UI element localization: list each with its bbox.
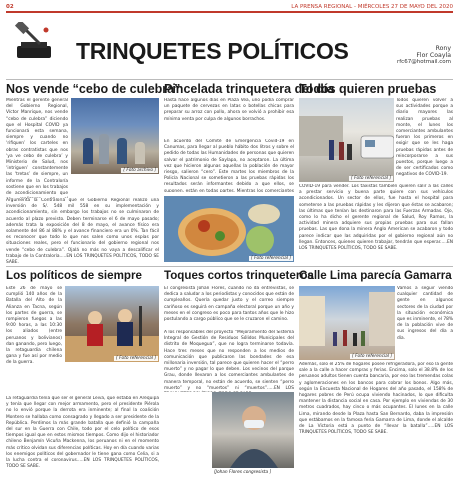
photo-caption: [ Foto referencial ] <box>116 356 156 361</box>
author-email[interactable]: rfc67@hotmail.com <box>396 59 451 66</box>
article-lead: Este 26 de mayo se cumplió 140 años de la Batalla del Alto de la Alianza en Tacna, según los partes de guerra, se rompieron fuegos a las 9:00 horas, a las 10:30 los aliados (entre peruanos y bolivianos) dan ganando, pero luego, la retaguardia chilena gana y fue así por medio de la guerra. <box>6 286 62 366</box>
article-lead: El congresista Johan Flores, cuando no da entrevistas, se dedica a saludar a los periodistas y conocidos que están de cumpleaños. Quería quedar justo y el correo siempre cariñoso es seguirá en campaña electoral porque un año y meses en el congreso es poco para tantos años que le hizo postulando a cargo público que se le cruzaron el camino. <box>164 286 294 323</box>
column-title: TRINQUETES POLÍTICOS <box>76 38 349 64</box>
section-divider <box>6 79 453 80</box>
article-body: Además, solo el 25% de hogares posee refrigeradora, por eso la gente sale a la calle a hacer compras y ferias. Encima, solo el 38.8% de los peruanos adultos tienen cuenta bancaria, por eso las tremendas colas y aglomeraciones en los bancos para cobrar los bonos. Algo más, según la Encuesta Nacional de Hogares del año pasado, el 158% de hogares pobres de Perú ocupa viviendo hacinados, lo que dificulta mantener la distancia social en casa. Por ejemplo en viviendas de 30 metros cuadrados, hay cinco o más ocupantes. El lunes en la calle Lima, mirando desde la Plaza hasta San Bernardo, daba la impresión que estábamos en la famosa feria Gamarra de Lima, donde el alcalde de La Victoria está a punto de “llevar la batalla”.....EN LOS TRINQUETES POLÍTICOS, TODO SE SABE. <box>299 362 453 436</box>
article-body: A los responsables del proyecto “Mejoramiento del Sistema Integral de Gestión de Residuos Sólidos Municipales del distrito de Moquegua”, que no logra terminarse todavía. Hace tres meses que no responden a los medios de comunicación que publicaron las bondades de esa millonaria inversión, tal parece que quieren hacer el “perro muerto” y no pagar lo que deben. Los vecinos del parque Grau, donde llevaron a los comerciantes ambulantes de manera temporal, no están de acuerdo, se sienten “perro muerto” y no “muertos” ni “muertos”.....EN LOS <box>164 330 294 391</box>
page-number: 02 <box>6 4 14 10</box>
author-block <box>397 46 451 66</box>
article-body: Argumenta la Contraloría que el Gobierno Regional realizó una inversión de S/. 548 mil 558 en su implementación y acondicionamiento, sin embargo los trabajos no se culminaron de acuerdo al plazo previsto. Deben terminarse el 6 de mayo pasado; además trata la exposición del 8 de mayo, el avance físico era solamente del 86 al 88% y el avance financiero era un 0%. Tan fácil es reconocer que todo lo que nos salen como unos espías por situaciones reales, pero el funcionario del gobierno regional nos vende “cebo de culebra”. Ojalá no más no vaya a descalificar el trabajo de la Contraloría.....EN LOS TRINQUETES POLÍTICOS, TODO SE SABE. <box>6 198 159 264</box>
article-lead: Todos quieren volver a sus actividades porque a diario mayores las realizan pruebas al monte, el lunes los comerciantes ambulantes fueron los primeros en exigir que se les haga pruebas rápidas antes de reincorporarse a sus puestos, porque luego a de ser certificados como negativos de COVID-19. <box>396 98 453 178</box>
article-lead: Mientras el gerente general del Gobierno Regional, Víctor Manrique, nos vende “cebo de culebra” diciendo que el Hospital COVID ya funcionará esta semana, siempre y cuando no ‘rifiquen’ los carteles en obras contratistas que nos ‘ya ve cebo de culebra’ y Ministerio de Salud, nos ‘intriguen’ constantemente las ‘tretas’ de siempre, un informe de la Contraloría sostiene que en los trabajos de acondicionamiento que <box>6 98 68 197</box>
article-headline: Todos quieren pruebas <box>299 82 437 96</box>
article-headline: Toques cortos trinqueteros <box>164 269 314 282</box>
article-lead: Vamos a seguir viendo cualquier cantidad de gente en algunos sectores de la ciudad por la situación económica que es inminente, el 78% de la población vive de sus ingresos del día a día. <box>397 286 453 341</box>
article-photo <box>164 196 294 262</box>
article-body: COVID-19 para vender. Los taxistas también quieren salir a las calles a prestar servicio y buena parte quiere con sus vehículos acondicionados. Un sector de ellos, fue hasta el hospital para someterse a las pruebas rápidas y les dijeron que éstas se acabaron; las últimas que tenían las destinaron para las Fuerzas Armadas. Ojo, como lo ha dicho el gerente regional de Salud, Roy Ramos, la actividad minera adquiere sus propias pruebas para sus fallan pruebas. Las que dona la minera Anglo American se acabaron y todo parece indicar que las adquiridas por el gobierno regional aún no llegan. Entonces, quienes quieren trabajar, tendrán que esperar.....EN LOS TRINQUETES POLÍTICOS, TODO SE SABE. <box>299 184 453 252</box>
section-divider <box>6 266 453 267</box>
article-photo <box>299 286 395 360</box>
article-body: La retaguardia tenía que ser el general Leiva, que estaba en Arequipa y tenía que llegar con mejor armamento, pero el presidente Piérola no lo envió porque la derrota era inminente; al final la coalición Montero se hallaba como consagrado y llegado a ser presidente de la República. Perdimos la más grande batalla que definió la campaña del sur en la Guerra con Chile, todo por el celo político de esos tiempos igual que en estos mismos tiempos. Como dijo el historiador chileno Benjamín Vicuña Mackenna, los peruanos ni en el momento más crítico olvidan sus diferencias políticas. Hoy en día cuando varias los enemigos políticos del gobernador le tiene gana como Celia, si a la lucha contra el coronavirus.....EN LOS TRINQUETES POLÍTICOS, TODO SE SABE. <box>6 396 159 470</box>
article-headline: Los políticos de siempre <box>6 269 142 282</box>
article-lead: Hasta hace algunos días en Plaza Vea, uno podía comprar un paquete de cervezas en latas o botellas chicas para preparar su arroz con pollo, ahora se volvió a prohibir esa mínima venta por culpa de algunos borrachos. <box>164 98 294 122</box>
author-surname: Flor Coayla <box>416 51 451 59</box>
header-divider <box>6 11 453 13</box>
column-logo-icon <box>14 22 54 60</box>
photo-caption: [ Foto referencial ] <box>351 176 391 181</box>
photo-caption: [ Foto referencial ] <box>251 256 291 261</box>
publication-line: LA PRENSA REGIONAL - MIÉRCOLES 27 DE MAYO DEL 2020 <box>291 4 453 10</box>
photo-caption: [ Foto archivo ] <box>123 168 156 173</box>
article-headline: Pincelada trinquetera del día <box>164 82 335 96</box>
article-photo <box>299 98 394 182</box>
article-body: En acuerdo del Comité de Emergencia Covid-19 en Canumas, para llegar al pueblo hábito dos litros y sobre el pedido de todas las Humanidades de personas que quieren salvar el patrimonio de Saylapa, no aceptaron. La última vez que hicieron algunas aquellas la población de mayor riesgo, salieron “cero”. Este martes los miembros de la Policía Nacional se sometieron a las pruebas rápidas los resultados serán informantes debido a que ellos, se suponen, están en todas partes. Mientras los comerciantes <box>164 139 294 192</box>
article-photo <box>71 98 159 174</box>
article-photo <box>65 286 159 362</box>
article-headline: Nos vende “cebo de culebra” <box>6 82 181 96</box>
article-photo <box>212 392 294 468</box>
article-headline: Calle Lima parecía Gamarra <box>299 269 452 282</box>
photo-caption: [Johan Flores congresista ] <box>214 470 272 475</box>
photo-caption: [ Foto referencial ] <box>352 354 392 359</box>
author-name: Rony <box>435 45 451 52</box>
